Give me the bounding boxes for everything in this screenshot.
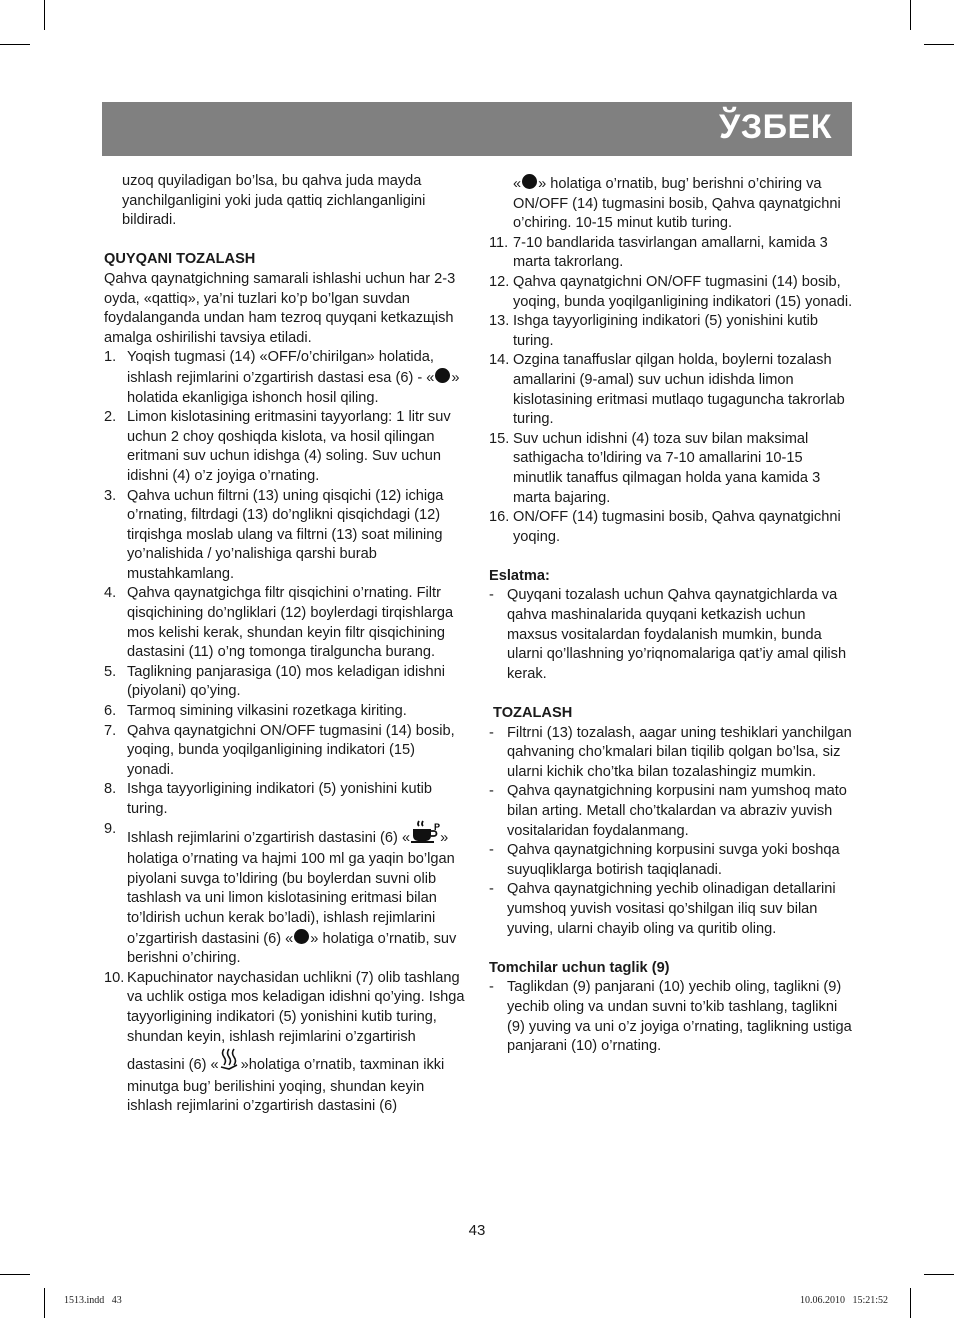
list-item bbox=[489, 430, 853, 508]
step-number: 11. bbox=[489, 234, 509, 251]
svg-text:P: P bbox=[434, 821, 441, 832]
list-item bbox=[104, 820, 466, 969]
coffee-cup-icon bbox=[410, 820, 440, 851]
step-number: 14. bbox=[489, 352, 510, 369]
page-title: ЎЗБЕК bbox=[719, 108, 832, 146]
list-item bbox=[104, 780, 466, 819]
step-text: »holatiga o’rnatib, taxminan ikki minutga bug’ berilishini yoqing, shundan keyin ishlash rejimlarini o’zgartirish dastasini (6) bbox=[127, 1057, 445, 1115]
list-item bbox=[104, 408, 466, 486]
step-text: Ishga tayyorligining indikatori (5) yonishini kutib turing. bbox=[513, 313, 819, 349]
step-text: Qahva qaynatgichni ON/OFF tugmasini (14) bosib, yoqing, bunda yoqilganligining indikatori (15) yonadi. bbox=[513, 273, 853, 310]
crop-mark bbox=[910, 0, 911, 30]
right-column bbox=[489, 172, 853, 1057]
step-text: » holatiga o’rnatib, bug’ berishni o’chiring va ON/OFF (14) tugmasini bosib, Qahva qaynatgichni o’chiring. 10-15 minut kutib turing. bbox=[513, 176, 841, 232]
intro-paragraph: uzoq quyiladigan bo’lsa, bu qahva juda mayda yanchilganligini yoki juda qattiq zichlanganligini bildiradi. bbox=[122, 173, 426, 229]
list-item bbox=[104, 702, 466, 722]
step-text: « bbox=[513, 176, 522, 192]
dash-bullet: - bbox=[489, 842, 494, 859]
step-number: 6. bbox=[104, 703, 117, 720]
crop-mark bbox=[910, 1288, 911, 1318]
dash-bullet: - bbox=[489, 881, 494, 898]
step-text: » holatida ekanligiga ishonch hosil qiling. bbox=[127, 369, 460, 406]
drip-tray-heading: Tomchilar uchun taglik (9) bbox=[489, 959, 670, 976]
step-number: 5. bbox=[104, 663, 117, 680]
item-text: Taglikdan (9) panjarani (10) yechib oling, taglikni (9) yechib oling va undan suvni to’kib tashlang, taglikni (9) yuving va uni o’z joyiga o’rnating, taglikning ustiga panjarani (10) o’rnating. bbox=[507, 979, 852, 1055]
list-item bbox=[104, 487, 466, 585]
list-item bbox=[489, 880, 853, 939]
crop-mark bbox=[924, 44, 954, 45]
filled-circle-icon bbox=[522, 174, 537, 189]
step-number: 3. bbox=[104, 487, 117, 504]
list-item bbox=[489, 782, 853, 841]
crop-mark bbox=[44, 0, 45, 30]
list-item bbox=[104, 663, 466, 702]
list-item bbox=[489, 724, 853, 783]
left-column bbox=[104, 172, 466, 1117]
step-number: 9. bbox=[104, 820, 117, 837]
crop-mark bbox=[44, 1288, 45, 1318]
step-number: 4. bbox=[104, 585, 117, 602]
filled-circle-icon bbox=[294, 929, 309, 944]
crop-mark bbox=[0, 1274, 30, 1275]
timestamp-slug: 10.06.2010 15:21:52 bbox=[799, 1295, 888, 1306]
step-text: Suv uchun idishni (4) toza suv bilan maksimal sathigacha to’ldiring va 7-10 amallarini 10-15 minutlik tanaffus qilmagan holda yana kamida 3 marta bajaring. bbox=[513, 430, 821, 506]
list-item bbox=[489, 351, 853, 429]
step-text: Qahva qaynatgichni ON/OFF tugmasini (14) bosib, yoqing, bunda yoqilganligining indikatori (15) yonadi. bbox=[127, 722, 455, 778]
step-text: Limon kislotasining eritmasini tayyorlang: 1 litr suv uchun 2 choy qoshiqda kislota, va hosil qilingan eritmani suv uchun idishga (4) soling. Suv uchun idishni (4) o’z joyiga o’rnating. bbox=[127, 409, 451, 484]
step-text: Qahva qaynatgichga filtr qisqichini o’rnating. Filtr qisqichining do’ngliklari (12) boylerdagi tirqishlarga mos kelishi kerak, shundan keyin filtr qisqichining dastasini (11) o’ng tomonga tiralguncha burang. bbox=[127, 585, 454, 661]
filled-circle-icon bbox=[435, 368, 450, 383]
item-text: Filtrni (13) tozalash, aagar uning teshiklari yanchilgan qahvaning cho’kmalari bilan tiqilib qolgan bo’lsa, siz ularni kichik cho’tka bilan tozalashingiz mumkin. bbox=[507, 724, 852, 780]
step-text: » holatiga o’rnatib, suv berishni o’chiring. bbox=[127, 930, 457, 967]
step-text: Yoqish tugmasi (14) «OFF/o’chirilgan» holatida, ishlash rejimlarini o’zgartirish dastasi esa (6) - « bbox=[127, 349, 435, 386]
step-text: Ishga tayyorligining indikatori (5) yonishini kutib turing. bbox=[127, 781, 433, 817]
crop-mark bbox=[924, 1274, 954, 1275]
step-text: Kapuchinator naychasidan uchlikni (7) olib tashlang va uchlik ostiga mos keladigan idishni qo’ying. Ishga tayyorligining indikatori (5) yonishini kutib turing, shundan keyin, ishlash rejimlarini o’zgartirish dastasini (6) « bbox=[127, 969, 465, 1074]
item-text: Qahva qaynatgichning korpusini nam yumshoq mato bilan arting. Metall cho’tkalardan va abraziv yuvish vositalaridan foydalanmang. bbox=[507, 783, 847, 839]
step-text: » holatiga o’rnating va hajmi 100 ml ga yaqin bo’lgan piyolani suvga to’ldiring (bu boylerdan suvni olib tashlash va uni limon kislotasining eritmasi bilan to’ldirish uchun kerak bo’ladi), ishlash rejimlarini o’zgartirish dastasini (6) « bbox=[127, 829, 455, 947]
list-item bbox=[104, 348, 466, 408]
step-number: 12. bbox=[489, 273, 510, 290]
dash-bullet: - bbox=[489, 783, 494, 800]
language-banner bbox=[102, 102, 852, 156]
list-item bbox=[489, 312, 853, 351]
cleaning-heading: TOZALASH bbox=[489, 705, 573, 722]
step-number: 1. bbox=[104, 349, 117, 366]
dash-bullet: - bbox=[489, 724, 494, 741]
step-text: Qahva uchun filtrni (13) uning qisqichi (12) ichiga o’rnating, filtrdagi (13) do’nglikni qisqichdagi (12) tirqishga moslab ulang va filtrni (13) soat milining yo’nalishida / yo’nalishiga qarshi burab mustahkamlang. bbox=[127, 487, 444, 582]
steam-icon bbox=[219, 1047, 241, 1078]
step-number: 8. bbox=[104, 781, 117, 798]
section-heading: QUYQANI TOZALASH bbox=[104, 251, 256, 268]
list-item bbox=[104, 584, 466, 662]
item-text: Qahva qaynatgichning korpusini suvga yoki boshqa suyuqliklarga botirish taqiqlanadi. bbox=[507, 842, 840, 878]
list-item bbox=[489, 978, 853, 1056]
dash-bullet: - bbox=[489, 587, 494, 604]
step-text: Ishlash rejimlarini o’zgartirish dastasini (6) « bbox=[127, 829, 411, 846]
step-text: Ozgina tanaffuslar qilgan holda, boylerni tozalash amallarini (9-amal) suv uchun idishda limon kislotasining eritmasi mutlaqo tugaguncha takrorlab turing. bbox=[513, 352, 845, 428]
continued-paragraph bbox=[489, 174, 853, 234]
step-number: 2. bbox=[104, 409, 117, 426]
note-heading: Eslatma: bbox=[489, 567, 550, 584]
file-slug: 1513.indd 43 bbox=[64, 1295, 122, 1306]
step-number: 16. bbox=[489, 509, 510, 526]
list-item bbox=[489, 586, 853, 684]
list-item bbox=[489, 234, 853, 273]
list-item bbox=[104, 969, 466, 1117]
item-text: Qahva qaynatgichning yechib olinadigan detallarini yumshoq yuvish vositasi qo’shilgan iliq suv bilan yuving, ularni chayib oling va quritib oling. bbox=[507, 881, 836, 937]
list-item bbox=[489, 508, 853, 547]
list-item bbox=[489, 841, 853, 880]
crop-mark bbox=[0, 44, 30, 45]
list-item bbox=[489, 273, 853, 312]
list-item bbox=[104, 722, 466, 781]
section-intro: Qahva qaynatgichning samarali ishlashi uchun har 2-3 oyda, «qattiq», ya’ni tuzlari ko’p bo’lgan suvdan foydalanganda undan ham tezroq quyqani ketkazщish amalga oshirilishi tavsiya etiladi. bbox=[104, 270, 456, 346]
step-text: ON/OFF (14) tugmasini bosib, Qahva qaynatgichni yoqing. bbox=[513, 509, 841, 545]
step-text: 7-10 bandlarida tasvirlangan amallarni, kamida 3 marta takrorlang. bbox=[513, 234, 828, 271]
dash-bullet: - bbox=[489, 979, 494, 996]
step-number: 13. bbox=[489, 313, 510, 330]
step-number: 7. bbox=[104, 722, 117, 739]
step-text: Taglikning panjarasiga (10) mos keladigan idishni (piyolani) qo’ying. bbox=[127, 663, 446, 700]
step-number: 10. bbox=[104, 969, 125, 986]
item-text: Quyqani tozalash uchun Qahva qaynatgichlarda va qahva mashinalarida quyqani ketkazish uchun maxsus vositalardan foydalanish mumkin, bunda ularni qo’llashning yo’riqnomalariga qat’iy amal qilish kerak. bbox=[507, 587, 847, 682]
step-text: Tarmoq simining vilkasini rozetkaga kiriting. bbox=[127, 703, 407, 720]
page-number: 43 bbox=[468, 1222, 486, 1239]
step-number: 15. bbox=[489, 430, 510, 447]
